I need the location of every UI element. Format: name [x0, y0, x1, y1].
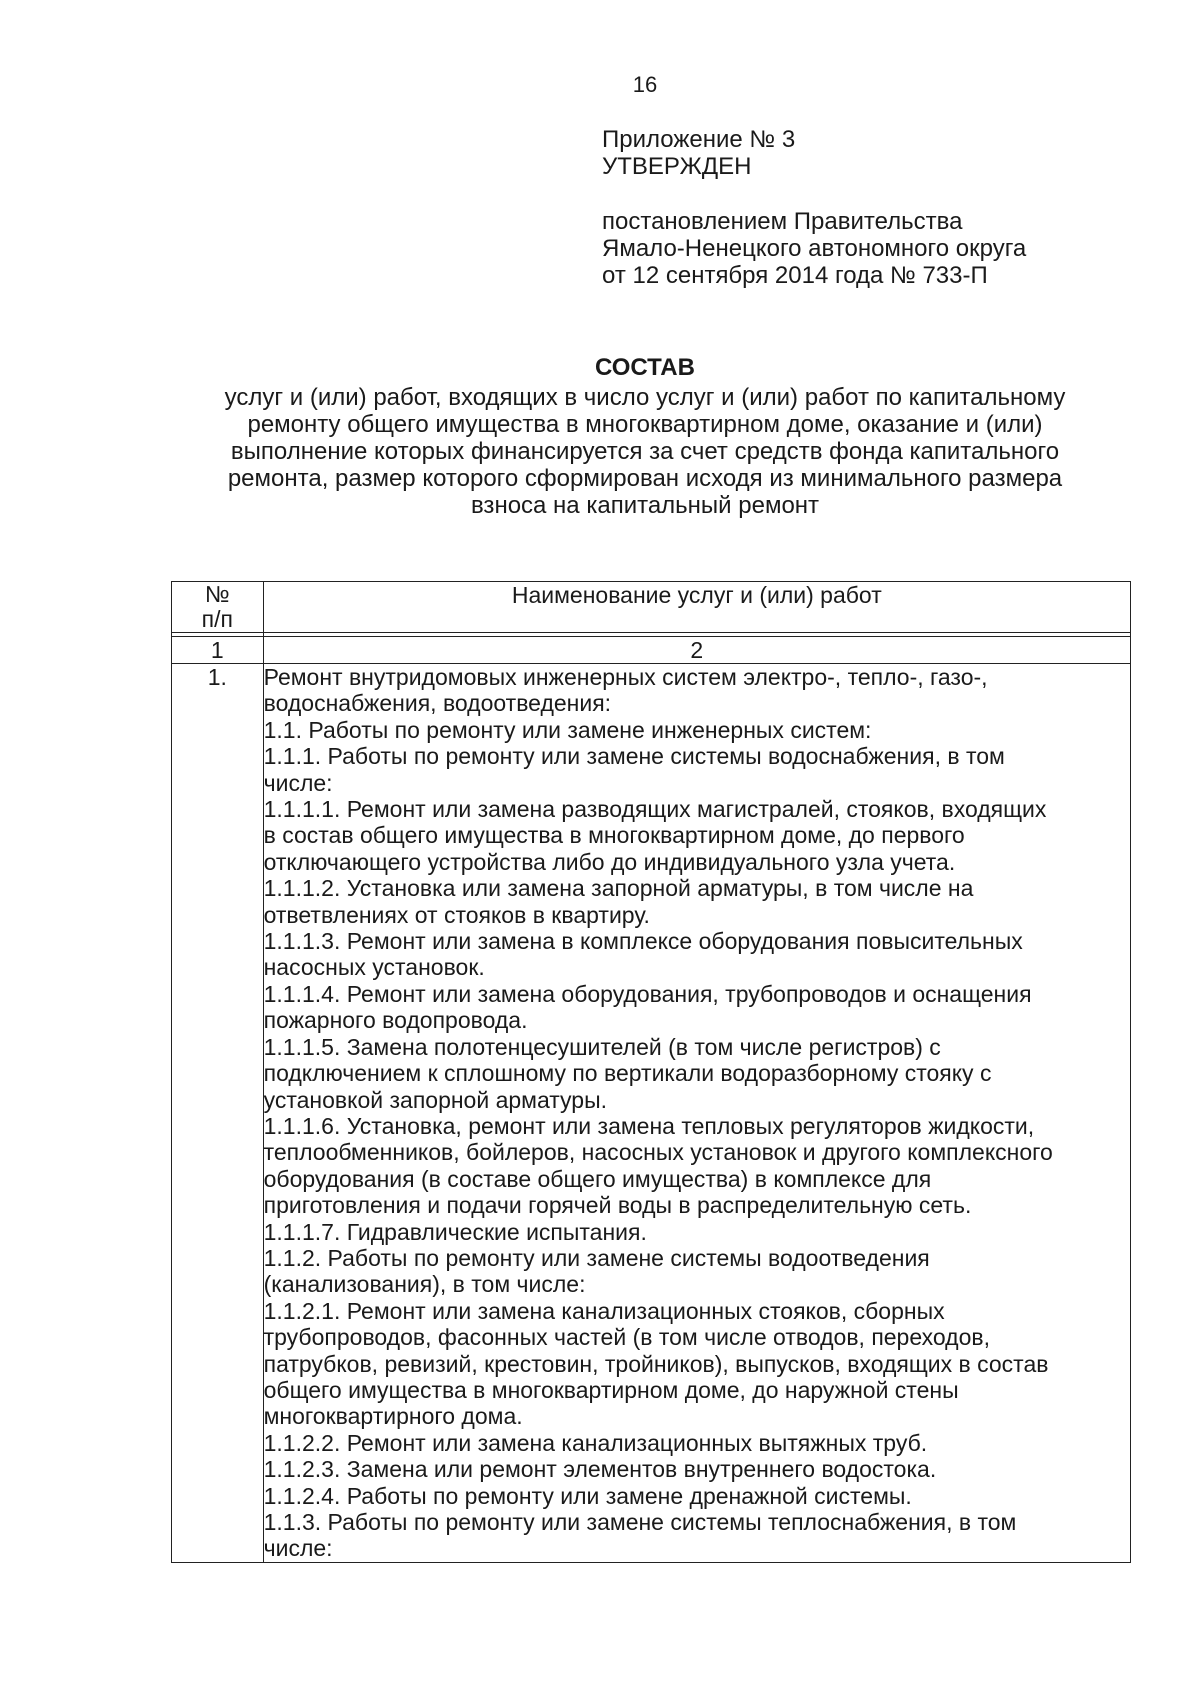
description-line: 1.1.1.3. Ремонт или замена в комплексе оборудования повысительных — [263, 928, 1023, 955]
row-description — [263, 664, 1130, 1563]
description-line: установкой запорной арматуры. — [263, 1086, 608, 1113]
description-line: числе: — [263, 1535, 333, 1562]
subtitle-line: ремонту общего имущества в многоквартирном доме, оказание и (или) — [247, 411, 1043, 438]
subtitle-line: ремонта, размер которого сформирован исходя из минимального размера — [227, 465, 1063, 492]
description-line: 1.1.1.6. Установка, ремонт или замена тепловых регуляторов жидкости, — [263, 1112, 1035, 1139]
government-line: Ямало-Ненецкого автономного округа — [602, 235, 1027, 262]
description-line: 1.1.1.1. Ремонт или замена разводящих магистралей, стояков, входящих — [263, 796, 1047, 823]
page-number: 16 — [632, 72, 658, 97]
table-header-row — [172, 582, 1131, 633]
header-name-cell: Наименование услуг и (или) работ — [263, 582, 1130, 633]
description-line: числе: — [263, 769, 333, 796]
description-line: подключением к сплошному по вертикали водоразборному стояку с — [263, 1060, 992, 1087]
approved-label: УТВЕРЖДЕН — [602, 153, 752, 180]
description-line: 1.1.2.3. Замена или ремонт элементов внутреннего водостока. — [263, 1456, 937, 1483]
description-line: общего имущества в многоквартирном доме, до наружной стены — [263, 1376, 959, 1403]
description-line: 1.1.2.1. Ремонт или замена канализационных стояков, сборных — [263, 1297, 945, 1324]
description-line: Ремонт внутридомовых инженерных систем электро-, тепло-, газо-, — [263, 664, 988, 690]
header-number-cell — [172, 582, 264, 633]
description-line: 1.1.3. Работы по ремонту или замене системы теплоснабжения, в том — [263, 1509, 1017, 1535]
table-row — [172, 664, 1131, 1563]
description-line: водоснабжения, водоотведения: — [263, 690, 612, 717]
description-line: теплообменников, бойлеров, насосных установок и другого комплексного — [263, 1139, 1053, 1166]
description-line: отключающего устройства либо до индивидуального узла учета. — [263, 848, 956, 875]
resolution-date-line: от 12 сентября 2014 года № 733-П — [602, 262, 988, 289]
description-line: (канализования), в том числе: — [263, 1271, 586, 1298]
description-line: 1.1.2. Работы по ремонту или замене системы водоотведения — [263, 1244, 930, 1271]
resolution-line: постановлением Правительства — [602, 208, 963, 235]
document-subtitle — [150, 384, 1140, 519]
appendix-label: Приложение № 3 — [602, 126, 796, 153]
description-line: приготовления и подачи горячей воды в распределительную сеть. — [263, 1192, 972, 1219]
subtitle-line: взноса на капитальный ремонт — [470, 492, 820, 519]
description-line: 1.1.1. Работы по ремонту или замене системы водоснабжения, в том — [263, 743, 1005, 770]
description-line: 1.1.2.4. Работы по ремонту или замене дренажной системы. — [263, 1482, 912, 1509]
description-line: трубопроводов, фасонных частей (в том числе отводов, переходов, — [263, 1324, 990, 1351]
description-line: 1.1.2.2. Ремонт или замена канализационных вытяжных труб. — [263, 1429, 928, 1456]
column-index-1: 1 — [172, 637, 264, 664]
description-line: насосных установок. — [263, 954, 485, 981]
services-table — [171, 581, 1131, 1563]
header-number-abbr: п/п — [201, 606, 233, 632]
description-line: оборудования (в составе общего имущества) в комплексе для — [263, 1165, 932, 1192]
description-line: многоквартирного дома. — [263, 1403, 523, 1430]
header-number-sign: № — [204, 581, 230, 607]
description-line: 1.1.1.2. Установка или замена запорной арматуры, в том числе на — [263, 875, 974, 902]
subtitle-line: выполнение которых финансируется за счет средств фонда капитального — [230, 438, 1060, 465]
description-line: патрубков, ревизий, крестовин, тройников), выпусков, входящих в состав — [263, 1350, 1049, 1377]
description-line: ответвлениях от стояков в квартиру. — [263, 901, 650, 928]
description-line: 1.1.1.7. Гидравлические испытания. — [263, 1218, 647, 1245]
document-title: СОСТАВ — [595, 354, 695, 381]
description-line: 1.1.1.4. Ремонт или замена оборудования, трубопроводов и оснащения — [263, 980, 1032, 1007]
description-line: в состав общего имущества в многоквартирном доме, до первого — [263, 822, 965, 849]
column-index-2: 2 — [263, 637, 1130, 664]
column-index-row — [172, 637, 1131, 664]
description-line: 1.1.1.5. Замена полотенцесушителей (в том числе регистров) с — [263, 1033, 941, 1060]
description-line: пожарного водопровода. — [263, 1007, 528, 1034]
description-line: 1.1. Работы по ремонту или замене инженерных систем: — [263, 716, 872, 743]
approval-block — [602, 126, 1026, 289]
row-number: 1. — [172, 664, 264, 1563]
subtitle-line: услуг и (или) работ, входящих в число услуг и (или) работ по капитальному — [224, 384, 1066, 411]
